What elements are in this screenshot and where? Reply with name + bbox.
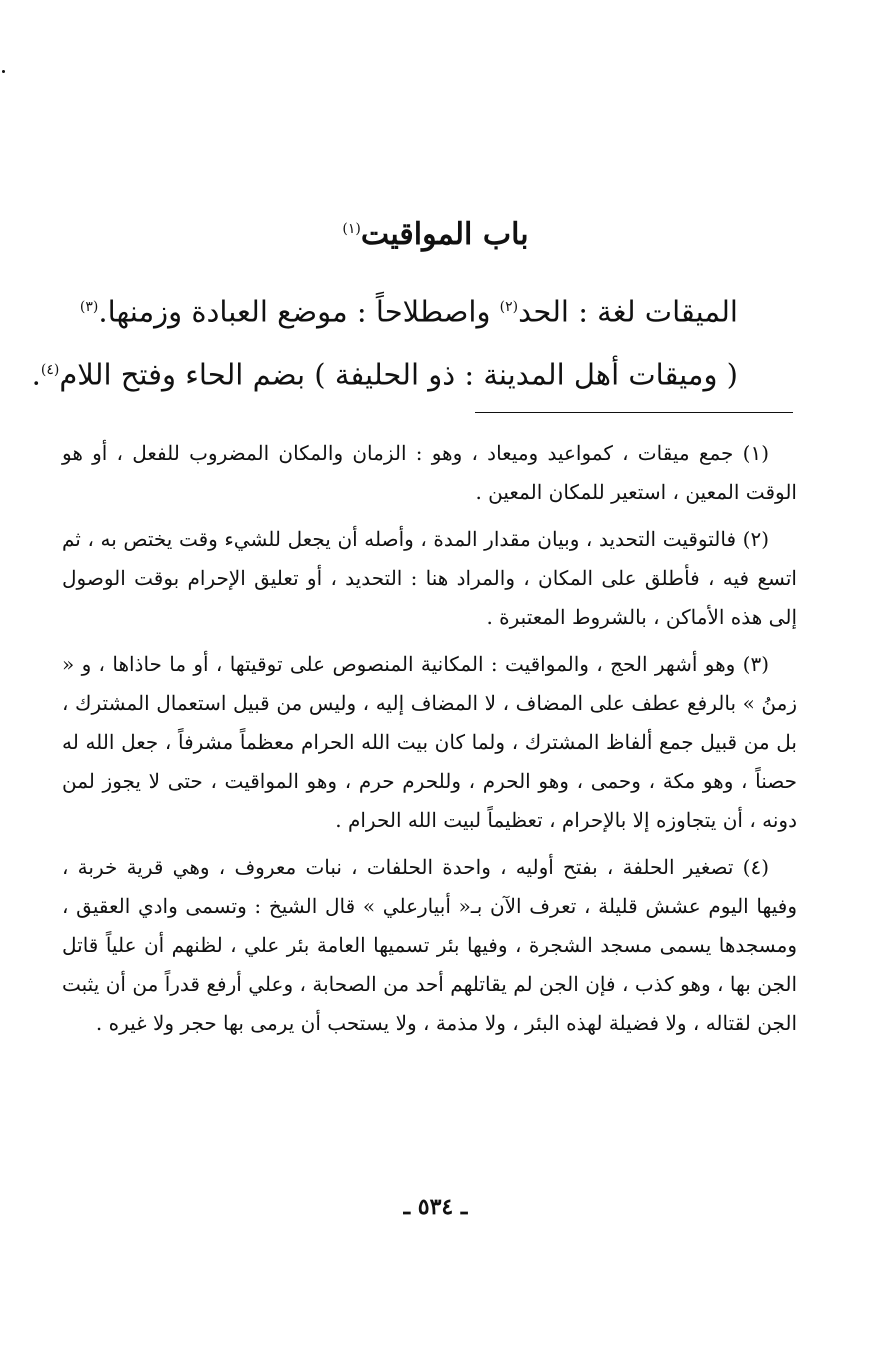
scan-speck bbox=[2, 70, 5, 73]
main-text bbox=[31, 278, 738, 403]
footnote-ref-2: (٢) bbox=[499, 299, 519, 315]
footnote-2: (٢) فالتوقيت التحديد ، وبيان مقدار المدة ، وأصله أن يجعل للشيء وقت يختص به ، ثم اتسع فيه ، فأطلق على المكان ، والمراد هنا : التحديد ، أو تعليق الإحرام بوقت الوصول إلى هذه الأماكن ، بالشروط المعتبرة . bbox=[62, 527, 797, 629]
footnote-ref-3: (٣) bbox=[79, 299, 99, 315]
madinah-miqat-text: ( وميقات أهل المدينة : ذو الحليفة ) بضم الحاء وفتح اللام bbox=[59, 357, 738, 392]
sentence-end: . bbox=[31, 357, 41, 392]
main-text-line-1 bbox=[68, 278, 738, 341]
footnote-4: (٤) تصغير الحلفة ، بفتح أوليه ، واحدة الحلفات ، نبات معروف ، وهي قرية خربة ، وفيها اليوم عشش قليلة ، تعرف الآن بـ« أبيارعلي » قال الشيخ : وتسمى وادي العقيق ، ومسجدها يسمى مسجد الشجرة ، وفيها بئر تسميها العامة بئر علي ، لظنهم أن علياً قاتل الجن بها ، وهو كذب ، فإن الجن لم يقاتلهم أحد من الصحابة ، وعلي أرفع قدراً من أن يثبت الجن لقتاله ، ولا فضيلة لهذه البئر ، ولا مذمة ، ولا يستحب أن يرمى بها حجر ولا غيره . bbox=[62, 855, 797, 1035]
footnotes bbox=[62, 434, 797, 1051]
main-text-line-2 bbox=[31, 341, 738, 404]
footnote-1: (١) جمع ميقات ، كمواعيد وميعاد ، وهو : الزمان والمكان المضروب للفعل ، أو هو الوقت المعين ، استعير للمكان المعين . bbox=[62, 441, 797, 504]
page-number: ـ ٥٣٤ ـ bbox=[403, 1194, 468, 1220]
definition-continuation: واصطلاحاً : موضع العبادة وزمنها. bbox=[98, 294, 500, 329]
footnote-separator bbox=[475, 412, 793, 413]
footnote-3: (٣) وهو أشهر الحج ، والمواقيت : المكانية المنصوص على توقيتها ، أو ما حاذاها ، و « زمنُ » بالرفع عطف على المضاف ، لا المضاف إليه ، وليس من قبيل استعمال المشترك ، بل من قبيل جمع ألفاظ المشترك ، ولما كان بيت الله الحرام معظماً مشرفاً ، جعل الله له حصناً ، وهو مكة ، وحمى ، وهو الحرم ، وللحرم حرم ، وهو المواقيت ، حتى لا يجوز لمن دونه ، أن يتجاوزه إلا بالإحرام ، تعظيماً لبيت الله الحرام . bbox=[62, 652, 797, 832]
chapter-heading bbox=[0, 205, 871, 259]
chapter-title-text: باب المواقيت bbox=[360, 217, 529, 252]
definition-text: الميقات لغة : الحد bbox=[518, 294, 738, 329]
footnote-ref-1: (١) bbox=[342, 221, 361, 237]
footnote-ref-4: (٤) bbox=[40, 361, 60, 378]
